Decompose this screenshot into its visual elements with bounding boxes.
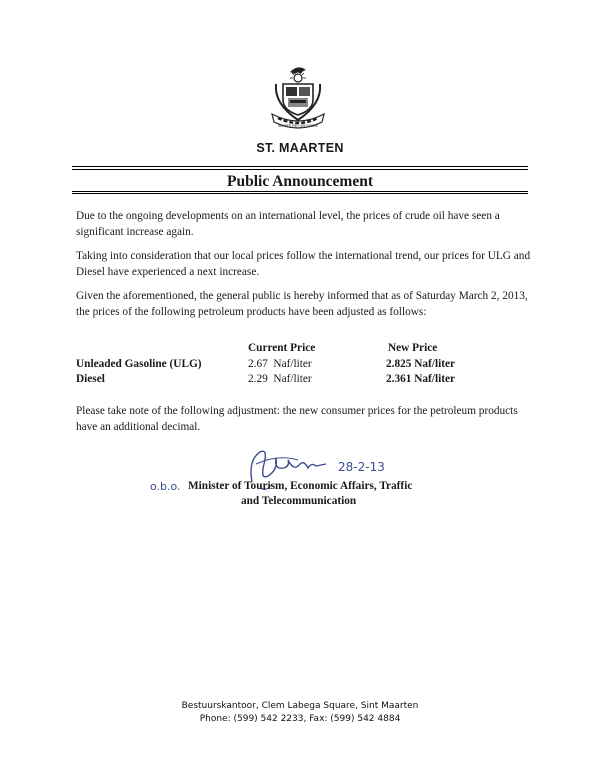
announcement-title: Public Announcement — [227, 173, 373, 190]
paragraph-notice: Given the aforementioned, the general public is hereby informed that as of Saturday March 2, 2013, the prices of the following petroleum products have been adjusted as follows: — [76, 290, 528, 318]
header-new-price: New Price — [388, 342, 438, 354]
organization-name: ST. MAARTEN — [256, 141, 344, 155]
minister-title-line1: Minister of Tourism, Economic Affairs, Traffic — [188, 480, 413, 492]
bottom-rule-thin — [72, 191, 528, 192]
header-current-price: Current Price — [248, 342, 316, 354]
paragraph-closing: Please take note of the following adjustment: the new consumer prices for the petroleum products have an additional decimal. — [76, 405, 518, 433]
new-price: 2.825 Naf/liter — [386, 358, 456, 370]
footer-address: Bestuurskantoor, Clem Labega Square, Sint Maarten — [181, 701, 419, 711]
seal-motto: SEMPER PRO GRESSIENS — [278, 124, 318, 128]
new-price: 2.361 Naf/liter — [386, 373, 456, 385]
product-name: Unleaded Gasoline (ULG) — [76, 358, 202, 370]
footer-contact: Phone: (599) 542 2233, Fax: (599) 542 4884 — [199, 714, 401, 724]
current-price: 2.67 Naf/liter — [248, 358, 312, 370]
paragraph-trend: Taking into consideration that our local prices follow the international trend, our prices for ULG and Diesel have experienced a next increase. — [76, 250, 531, 278]
coat-of-arms-icon — [268, 62, 328, 132]
paragraph-intro: Due to the ongoing developments on an international level, the prices of crude oil have seen a significant increase again. — [76, 210, 500, 238]
bottom-rule — [72, 193, 528, 194]
minister-title-line2: and Telecommunication — [241, 495, 357, 507]
product-name: Diesel — [76, 373, 105, 385]
top-rule — [72, 166, 528, 167]
top-rule-thin — [72, 169, 528, 170]
signature-date: 28-2-13 — [338, 460, 385, 474]
current-price: 2.29 Naf/liter — [248, 373, 312, 385]
obo-prefix: o.b.o. — [150, 480, 181, 493]
